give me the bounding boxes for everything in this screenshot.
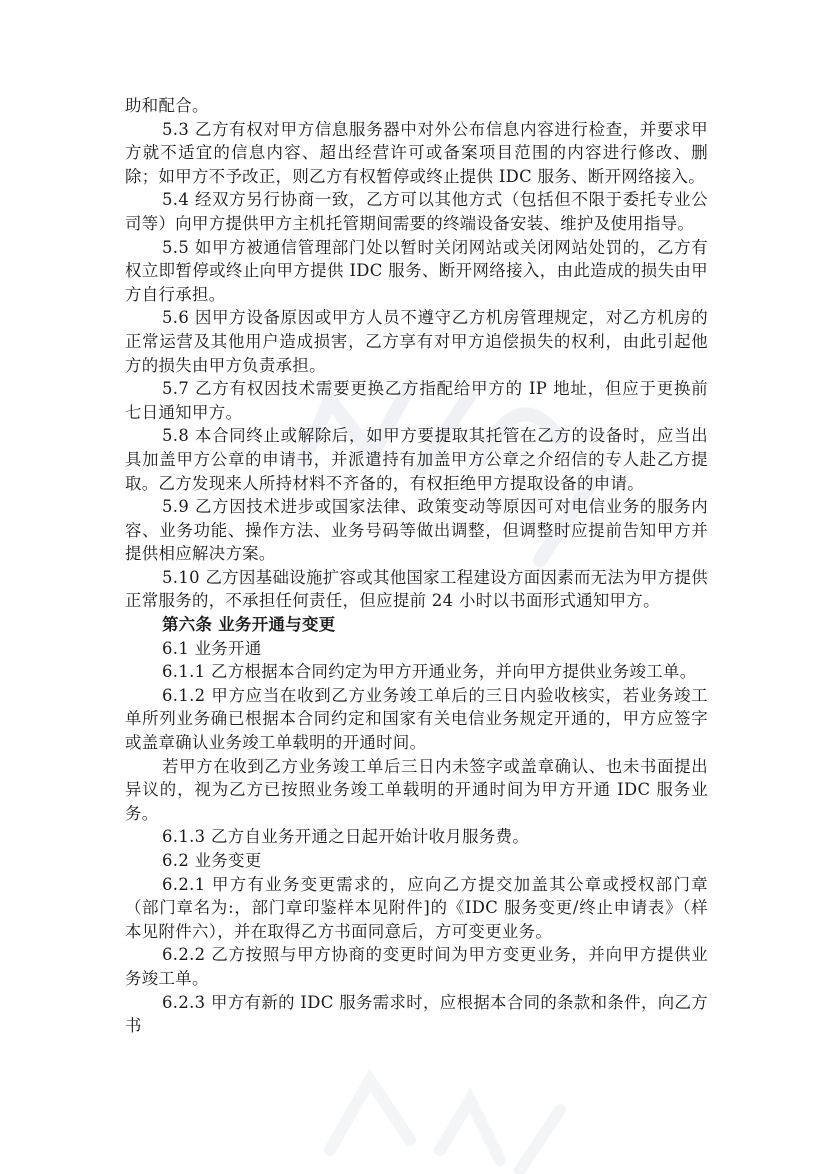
document-body — [125, 94, 708, 1038]
clause-6-1-3: 6.1.3 乙方自业务开通之日起开始计收月服务费。 — [162, 827, 530, 847]
clause-6-2: 6.2 业务变更 — [162, 851, 262, 870]
clause-5-7: 5.7 乙方有权因技术需要更换乙方指配给甲方的 IP 地址，但应于更换前七日通知甲方。 — [125, 379, 708, 422]
clause-5-8: 5.8 本合同终止或解除后，如甲方要提取其托管在乙方的设备时，应当出具加盖甲方公章的申请书，并派遣持有加盖甲方公章之介绍信的专人赴乙方提取。乙方发现来人所持材料不齐备的，有权拒绝甲方提取设备的申请。 — [125, 426, 708, 493]
clause-6-1-1: 6.1.1 乙方根据本合同约定为甲方开通业务，并向甲方提供业务竣工单。 — [162, 662, 697, 682]
clause-6-2-2: 6.2.2 乙方按照与甲方协商的变更时间为甲方变更业务，并向甲方提供业务竣工单。 — [125, 945, 708, 988]
article-6-heading: 第六条 业务开通与变更 — [162, 615, 336, 635]
clause-6-1: 6.1 业务开通 — [162, 638, 262, 658]
clause-6-2-3: 6.2.3 甲方有新的 IDC 服务需求时，应根据本合同的条款和条件，向乙方书 — [125, 992, 708, 1036]
clause-6-2-1: 6.2.1 甲方有业务变更需求的，应向乙方提交加盖其公章或授权部门章（部门章名为:，部门章印鉴样本见附件]的《IDC 服务变更/终止申请表》（样本见附件六），并在取得乙方书面同意后，方可变更业务。 — [125, 874, 708, 941]
clause-6-1-2: 6.1.2 甲方应当在收到乙方业务竣工单后的三日内验收核实，若业务竣工单所列业务确已根据本合同约定和国家有关电信业务规定开通的，甲方应签字或盖章确认业务竣工单载明的开通时间。 — [125, 685, 708, 753]
clause-5-10: 5.10 乙方因基础设施扩容或其他国家工程建设方面因素而无法为甲方提供正常服务的，不承担任何责任，但应提前 24 小时以书面形式通知甲方。 — [125, 567, 708, 611]
clause-5-5: 5.5 如甲方被通信管理部门处以暂时关闭网站或关闭网站处罚的，乙方有权立即暂停或终止向甲方提供 IDC 服务、断开网络接入，由此造成的损失由甲方自行承担。 — [125, 237, 708, 304]
paragraph-continuation: 助和配合。 — [125, 96, 209, 115]
clause-5-9: 5.9 乙方因技术进步或国家法律、政策变动等原因可对电信业务的服务内容、业务功能、操作方法、业务号码等做出调整，但调整时应提前告知甲方并提供相应解决方案。 — [125, 497, 708, 564]
clause-5-6: 5.6 因甲方设备原因或甲方人员不遵守乙方机房管理规定，对乙方机房的正常运营及其他用户造成损害，乙方享有对甲方追偿损失的权利，由此引起他方的损失由甲方负责承担。 — [125, 308, 708, 375]
clause-5-4: 5.4 经双方另行协商一致，乙方可以其他方式（包括但不限于委托专业公司等）向甲方提供甲方主机托管期间需要的终端设备安装、维护及使用指导。 — [125, 190, 708, 233]
clause-6-1-2-continued: 若甲方在收到乙方业务竣工单后三日内未签字或盖章确认、也未书面提出异议的，视为乙方已按照业务竣工单载明的开通时间为甲方开通 IDC 服务业务。 — [125, 756, 708, 823]
clause-5-3: 5.3 乙方有权对甲方信息服务器中对外公布信息内容进行检查，并要求甲方就不适宜的信息内容、超出经营许可或备案项目范围的内容进行修改、删除；如甲方不予改正，则乙方有权暂停或终止提供 IDC 服务、断开网络接入。 — [125, 119, 708, 186]
